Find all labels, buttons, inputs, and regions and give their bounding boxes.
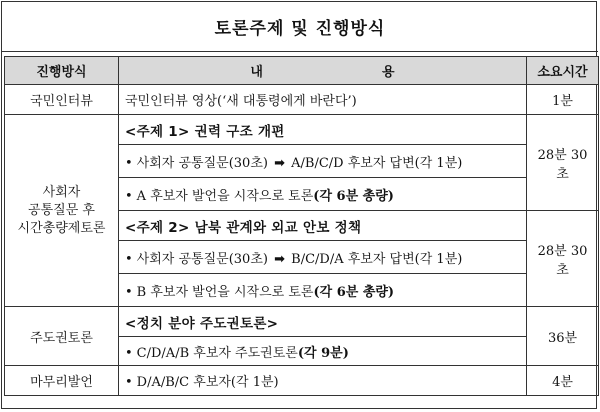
topic1-heading: <주제 1> 권력 구조 개편 bbox=[119, 115, 527, 145]
table-row bbox=[5, 307, 599, 337]
table-row bbox=[5, 85, 599, 115]
group-method-line2: 공통질문 후 bbox=[28, 202, 95, 218]
row-method: 국민인터뷰 bbox=[5, 85, 119, 115]
bullet-text: B 후보자 발언을 시작으로 토론 bbox=[136, 284, 314, 300]
header-time: 소요시간 bbox=[527, 57, 599, 85]
table-row bbox=[5, 115, 599, 145]
topic2-heading: <주제 2> 남북 관계와 외교 안보 정책 bbox=[119, 211, 527, 241]
header-method: 진행방식 bbox=[5, 57, 119, 85]
bullet-text: C/D/A/B 후보자 주도권토론 bbox=[136, 345, 298, 361]
topic1-bullet1 bbox=[119, 145, 527, 178]
row-time: 1분 bbox=[527, 85, 599, 115]
bullet-icon: • bbox=[125, 188, 133, 204]
header-content bbox=[119, 57, 527, 85]
bullet-text: A 후보자 발언을 시작으로 토론 bbox=[136, 188, 314, 204]
table-header-row bbox=[5, 57, 599, 85]
bullet-text: D/A/B/C 후보자(각 1분) bbox=[136, 375, 279, 390]
bullet-icon: • bbox=[125, 284, 133, 300]
topic1-bullet2 bbox=[119, 178, 527, 211]
group-method-line3: 시간총량제토론 bbox=[17, 220, 106, 236]
bullet-bold-text: (각 6분 총량) bbox=[313, 188, 394, 204]
bullet-text: 사회자 공통질문(30초) bbox=[136, 155, 268, 171]
bullet-text: A/B/C/D 후보자 답변(각 1분) bbox=[291, 155, 463, 171]
header-content-a: 내 bbox=[250, 65, 263, 80]
bullet-icon: • bbox=[125, 345, 133, 361]
document-frame bbox=[1, 1, 597, 409]
bullet-bold-text: (각 9분) bbox=[297, 345, 349, 361]
arrow-right-icon: ➡ bbox=[274, 155, 286, 171]
topic2-time: 28분 30초 bbox=[527, 211, 599, 307]
row-method: 주도권토론 bbox=[5, 307, 119, 366]
header-content-b: 용 bbox=[382, 65, 395, 80]
arrow-right-icon: ➡ bbox=[274, 251, 286, 267]
document-title: 토론주제 및 진행방식 bbox=[2, 2, 598, 52]
row-method: 마무리발언 bbox=[5, 366, 119, 396]
bullet-text: 사회자 공통질문(30초) bbox=[136, 251, 268, 267]
bullet-text: B/C/D/A 후보자 답변(각 1분) bbox=[291, 251, 463, 267]
bullet-icon: • bbox=[125, 375, 133, 390]
topic2-bullet1 bbox=[119, 241, 527, 274]
bullet-icon: • bbox=[125, 251, 133, 267]
table-row bbox=[5, 366, 599, 396]
group-method bbox=[5, 115, 119, 307]
topic2-bullet2 bbox=[119, 274, 527, 307]
group-method-line1: 사회자 bbox=[42, 184, 81, 200]
bullet-icon: • bbox=[125, 155, 133, 171]
politics-heading: <정치 분야 주도권토론> bbox=[119, 307, 527, 337]
topic1-time: 28분 30초 bbox=[527, 115, 599, 211]
bullet-bold-text: (각 6분 총량) bbox=[313, 284, 395, 300]
row-content: 국민인터뷰 영상(‘새 대통령에게 바란다’) bbox=[119, 85, 527, 115]
row-time: 36분 bbox=[527, 307, 599, 366]
schedule-table bbox=[4, 56, 599, 396]
closing-bullet bbox=[119, 366, 527, 396]
politics-bullet bbox=[119, 337, 527, 366]
row-time: 4분 bbox=[527, 366, 599, 396]
